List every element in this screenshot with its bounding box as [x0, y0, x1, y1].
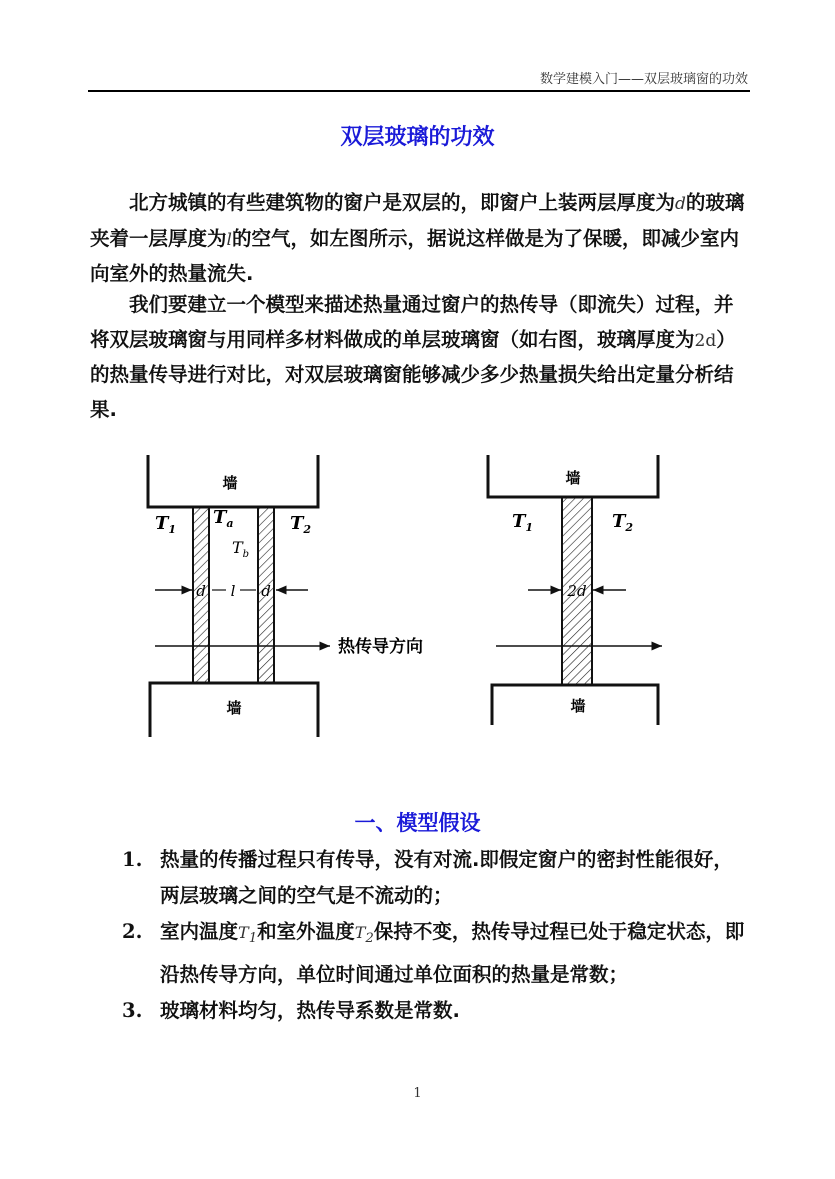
var-T1: $T_1$	[238, 923, 258, 947]
label-Ta: $T_a$	[213, 507, 234, 530]
list-number: 2.	[122, 920, 143, 943]
var-T2: $T_2$	[354, 923, 374, 947]
heat-direction-label: 热传导方向	[338, 637, 423, 657]
label-T2-right: $T_2$	[612, 511, 634, 534]
list-text: 玻璃材料均匀，热传导系数是常数.	[160, 999, 460, 1023]
assumption-list	[122, 842, 752, 1029]
label-Tb: $T_b$	[232, 538, 250, 560]
dim-label-d2: d	[261, 582, 271, 600]
dim-label-l: l	[230, 582, 236, 600]
list-item: 2. 室内温度$T_1$和室外温度$T_2$保持不变，热传导过程已处于稳定状态，即沿热传导方向，单位时间通过单位面积的热量是常数；	[122, 914, 752, 993]
dim-label-2d: 2d	[567, 582, 587, 600]
p2-text-a: 我们要建立一个模型来描述热量通过窗户的热传导（即流失）过程，并将双层玻璃窗与用同样多材料做成的单层玻璃窗（如右图，玻璃厚度为	[90, 293, 734, 351]
page-number: 1	[413, 1086, 422, 1101]
val-2d: 2d	[694, 330, 717, 351]
p1-text-c: 的空气，如左图所示，据说这样做是为了保暖，即减少室内向室外的热量流失.	[90, 226, 739, 285]
list-number: 1.	[122, 848, 143, 871]
wall-label-bottom-left: 墙	[226, 699, 242, 717]
wall-label-top-right: 墙	[565, 469, 581, 487]
var-d: d	[675, 194, 686, 214]
paragraph-goal	[90, 288, 750, 427]
p2-text-b: ）的热量传导进行对比，对双层玻璃窗能够减少多少热量损失给出定量分析结果.	[90, 327, 736, 421]
single-glazing-figure	[488, 455, 662, 725]
label-T1-right: $T_1$	[512, 511, 534, 534]
running-header: 数学建模入门——双层玻璃窗的功效	[539, 72, 748, 87]
p1-text-a: 北方城镇的有些建筑物的窗户是双层的，即窗户上装两层厚度为	[129, 191, 676, 214]
dim-label-d1: d	[196, 582, 206, 600]
list-item	[122, 842, 752, 914]
page-title: 双层玻璃的功效	[340, 125, 495, 150]
double-glazing-figure	[148, 455, 423, 737]
label-T2-left: $T_2$	[290, 513, 312, 536]
wall-label-top-left: 墙	[222, 474, 238, 492]
window-diagram	[0, 445, 835, 775]
list-number: 3.	[122, 999, 143, 1023]
header-rule	[88, 90, 750, 92]
wall-label-bottom-right: 墙	[570, 697, 586, 715]
section-title-assumptions: 一、模型假设	[354, 811, 481, 835]
list-text: 热量的传播过程只有传导，没有对流.即假定窗户的密封性能很好，两层玻璃之间的空气是不流动的；	[160, 848, 733, 907]
list-item	[122, 993, 752, 1029]
p1-text-b: 的玻璃夹着一层厚度为	[90, 191, 745, 250]
paragraph-intro	[90, 186, 750, 292]
var-l: l	[226, 229, 232, 250]
label-T1-left: $T_1$	[155, 513, 177, 536]
